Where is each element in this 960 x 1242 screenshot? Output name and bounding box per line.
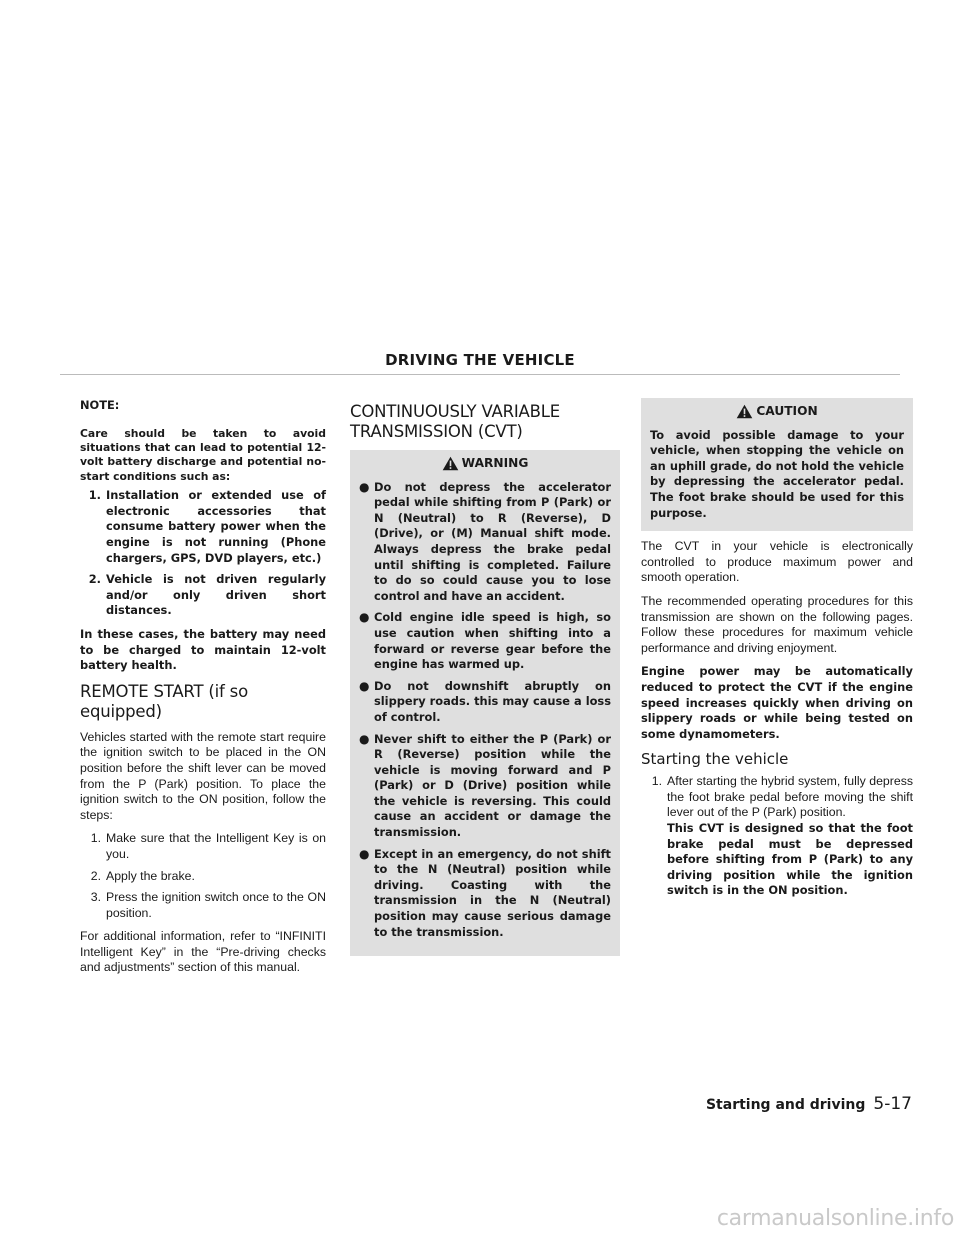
- page-footer: [706, 1094, 912, 1114]
- caution-box: [641, 398, 913, 531]
- remote-start-reference: For additional information, refer to “INFINITI Intelligent Key” in the “Pre-driving checks and adjustments” section of this manual.: [80, 929, 326, 975]
- list-text: Apply the brake.: [106, 868, 195, 883]
- caution-triangle-icon: [736, 404, 753, 419]
- starting-heading: Starting the vehicle: [641, 750, 789, 769]
- column-right: [641, 398, 913, 907]
- list-item: [80, 572, 326, 619]
- column-middle: [350, 398, 620, 964]
- note-body: Care should be taken to avoid situations that can lead to potential 12-volt battery discharge and potential no-start conditions such as:: [80, 426, 326, 483]
- list-number: 3.: [90, 890, 101, 905]
- list-text: Except in an emergency, do not shift to the N (Neutral) position while driving. Coasting with the transmission in the N (Neutral) position may cause serious damage to the transmission.: [374, 846, 611, 939]
- caution-title: CAUTION: [756, 404, 818, 418]
- list-number: 2.: [90, 868, 101, 883]
- cvt-paragraph-3: Engine power may be automatically reduced to protect the CVT if the engine speed increases quickly when driving on slippery roads or while being tested on some dynamometers.: [641, 664, 913, 741]
- cvt-paragraph-1: The CVT in your vehicle is electronically controlled to produce maximum power and smooth operation.: [641, 539, 913, 585]
- list-item: [359, 732, 611, 841]
- note-conclusion: In these cases, the battery may need to be charged to maintain 12-volt battery health.: [80, 626, 326, 673]
- column-left: [80, 398, 326, 984]
- list-text: Vehicle is not driven regularly and/or only driven short distances.: [106, 572, 326, 618]
- warning-box: [350, 450, 620, 956]
- list-item: [359, 480, 611, 605]
- starting-step-text: After starting the hybrid system, fully depress the foot brake pedal before moving the shift lever out of the P (Park) position.: [667, 774, 913, 820]
- bullet: ●: [359, 678, 370, 693]
- list-item: [80, 869, 326, 885]
- list-item: [359, 679, 611, 726]
- list-text: Press the ignition switch once to the ON position.: [106, 890, 326, 920]
- starting-step-bold: This CVT is designed so that the foot brake pedal must be depressed before shifting from P (Park) to any driving position while the ignition switch is in the ON position.: [667, 821, 913, 898]
- list-number: 1.: [90, 831, 101, 846]
- remote-start-steps: [80, 831, 326, 921]
- list-number: 1.: [651, 774, 662, 789]
- cvt-paragraph-2: The recommended operating procedures for this transmission are shown on the following pages. Follow these procedures for maximum vehicle performance and driving enjoyment.: [641, 593, 913, 655]
- bullet: ●: [359, 610, 370, 625]
- remote-start-heading: REMOTE START (if so equipped): [80, 681, 248, 721]
- list-text: Do not downshift abruptly on slippery roads. this may cause a loss of control.: [374, 678, 611, 724]
- note-list: [80, 488, 326, 619]
- warning-title: WARNING: [461, 456, 529, 470]
- watermark: carmanualsonline.info: [716, 1206, 954, 1231]
- caution-text: To avoid possible damage to your vehicle, when stopping the vehicle on an uphill grade, do not hold the vehicle by depressing the accelerator pedal. The foot brake should be used for this purpose.: [650, 427, 904, 520]
- warning-triangle-icon: [442, 456, 459, 471]
- list-text: Cold engine idle speed is high, so use caution when shifting into a forward or reverse gear before the engine has warmed up.: [374, 610, 611, 672]
- bullet: ●: [359, 731, 370, 746]
- list-item: [641, 774, 913, 899]
- bullet: ●: [359, 479, 370, 494]
- list-text: Do not depress the accelerator pedal while shifting from P (Park) or N (Neutral) to R (Reverse), D (Drive), or (M) Manual shift mode. Always depress the brake pedal until shifting is completed. Failure to do so could cause you to lose control and have an accident.: [374, 479, 611, 603]
- header-rule: [60, 374, 900, 375]
- list-text: Never shift to either the P (Park) or R (Reverse) position while the vehicle is moving forward and P (Park) or D (Drive) position while the vehicle is reversing. This could cause an accident or damage the transmission.: [374, 731, 611, 840]
- footer-section-title: Starting and driving: [705, 1097, 866, 1113]
- list-text: Installation or extended use of electronic accessories that consume battery power when the engine is not running (Phone chargers, GPS, DVD players, etc.): [106, 488, 326, 565]
- list-item: [80, 890, 326, 921]
- list-number: 2.: [88, 572, 101, 587]
- list-item: [80, 831, 326, 862]
- page-number: 5-17: [873, 1094, 912, 1114]
- list-item: [359, 610, 611, 672]
- warning-list: [359, 480, 611, 941]
- section-header: DRIVING THE VEHICLE: [385, 351, 575, 369]
- note-label: NOTE:: [80, 398, 120, 412]
- starting-steps: [641, 774, 913, 899]
- remote-start-intro: Vehicles started with the remote start require the ignition switch to be placed in the ON position before the shift lever can be moved from the P (Park) position. To place the ignition switch to the ON position, follow the steps:: [80, 729, 326, 822]
- list-item: [80, 488, 326, 566]
- list-item: [359, 847, 611, 941]
- list-number: 1.: [88, 488, 101, 503]
- list-text: Make sure that the Intelligent Key is on you.: [106, 831, 326, 861]
- cvt-heading: CONTINUOUSLY VARIABLE TRANSMISSION (CVT): [350, 402, 560, 441]
- bullet: ●: [359, 846, 370, 861]
